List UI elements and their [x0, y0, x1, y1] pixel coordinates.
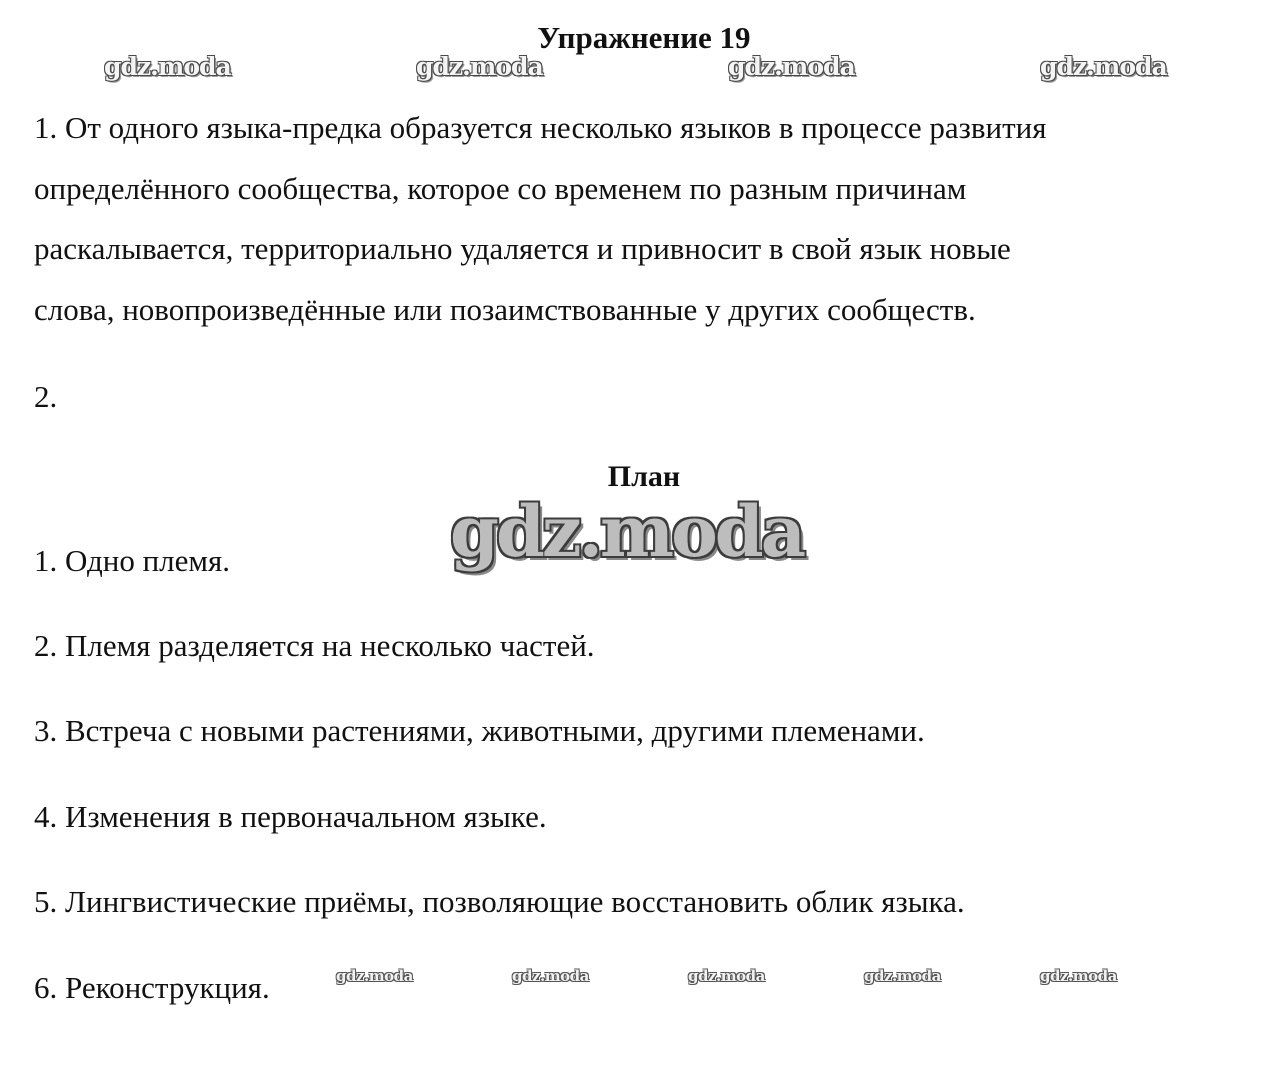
- watermark-top-1: gdz.moda: [104, 52, 231, 81]
- paragraph-line-3: раскалывается, территориально удаляется и привносит в свой язык новые: [34, 231, 1011, 266]
- plan-item-1: 1. Одно племя.: [34, 543, 231, 578]
- paragraph-line-1: 1. От одного языка-предка образуется несколько языков в процессе развития: [34, 110, 1047, 145]
- watermark-bottom-3: gdz.moda: [688, 967, 765, 985]
- watermark-top-2: gdz.moda: [416, 52, 543, 81]
- plan-heading: План: [607, 460, 681, 493]
- plan-item-5: 5. Лингвистические приёмы, позволяющие восстановить облик языка.: [34, 884, 965, 919]
- plan-item-6: 6. Реконструкция.: [34, 970, 270, 1005]
- paragraph-line-2: определённого сообщества, которое со временем по разным причинам: [34, 171, 967, 206]
- paragraph-line-4: слова, новопроизведённые или позаимствованные у других сообществ.: [34, 292, 976, 327]
- plan-item-2: 2. Племя разделяется на несколько частей.: [34, 628, 595, 663]
- watermark-center: gdz.moda: [450, 490, 804, 573]
- watermark-bottom-4: gdz.moda: [864, 967, 941, 985]
- plan-item-4: 4. Изменения в первоначальном языке.: [34, 799, 547, 834]
- watermark-bottom-2: gdz.moda: [512, 967, 589, 985]
- page-title: Упражнение 19: [537, 20, 751, 55]
- section-number: 2.: [34, 379, 58, 414]
- watermark-bottom-1: gdz.moda: [336, 967, 413, 985]
- watermark-bottom-5: gdz.moda: [1040, 967, 1117, 985]
- plan-item-3: 3. Встреча с новыми растениями, животными, другими племенами.: [34, 713, 925, 748]
- watermark-top-3: gdz.moda: [728, 52, 855, 81]
- watermark-top-4: gdz.moda: [1040, 52, 1167, 81]
